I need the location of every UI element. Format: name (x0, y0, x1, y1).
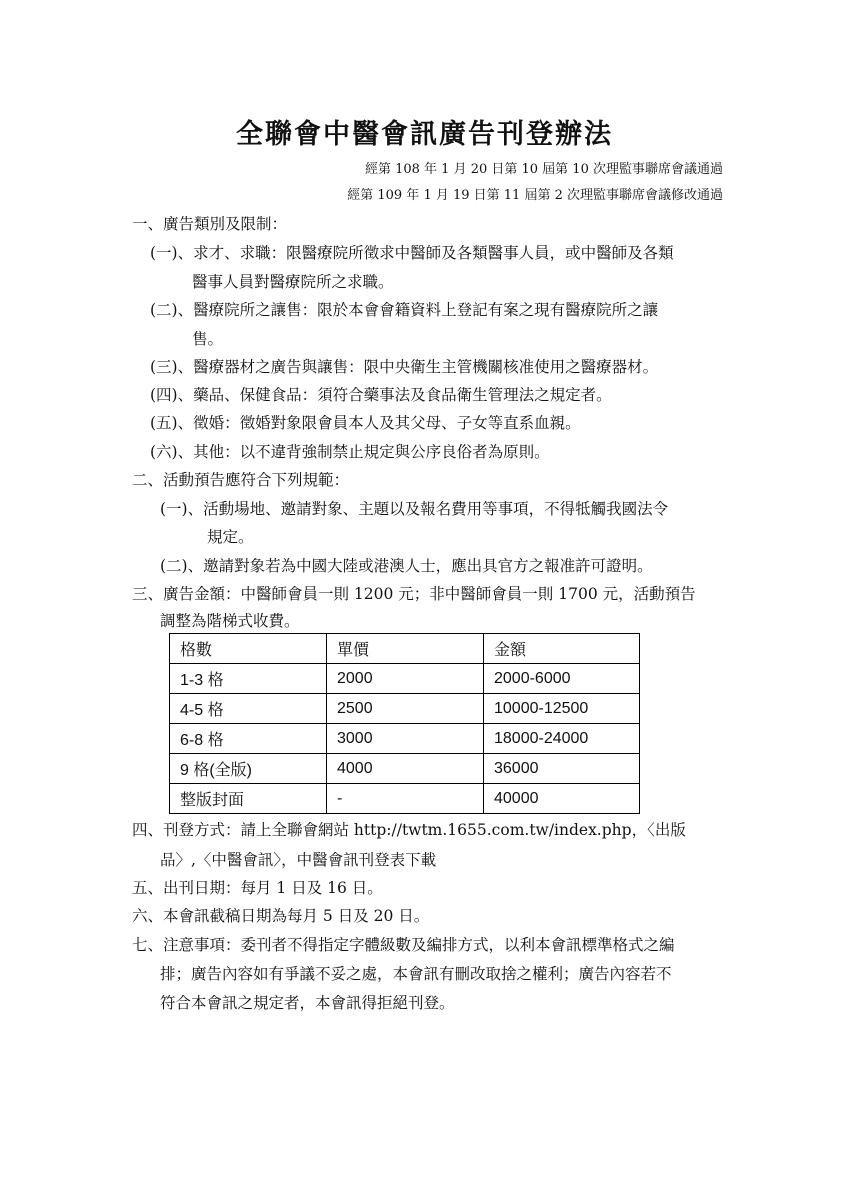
approval-note-1: 經第 108 年 1 月 20 日第 10 屆第 10 次理監事聯席會議通過 (364, 162, 723, 177)
section-1-item-6: (六)、其他：以不違背強制禁止規定與公序良俗者為原則。 (150, 443, 550, 461)
table-cell: 2000 (327, 664, 484, 694)
table-row (170, 694, 640, 724)
table-cell: 10000-12500 (484, 694, 640, 724)
table-cell: 40000 (484, 784, 640, 814)
section-2-item-2: (二)、邀請對象若為中國大陸或港澳人士，應出具官方之報准許可證明。 (160, 557, 653, 575)
table-cell: 1-3 格 (170, 664, 327, 694)
section-6: 六、本會訊截稿日期為每月 5 日及 20 日。 (132, 907, 430, 925)
table-cell: 整版封面 (170, 784, 327, 814)
table-row (170, 754, 640, 784)
section-1-item-2-cont: 售。 (192, 330, 224, 348)
table-header-row (170, 634, 640, 664)
section-3-line-1: 三、廣告金額：中醫師會員一則 1200 元；非中醫師會員一則 1700 元，活動預告 (132, 585, 696, 603)
section-2-item-1: (一)、活動場地、邀請對象、主題以及報名費用等事項，不得牴觸我國法令 (160, 500, 669, 518)
table-row (170, 724, 640, 754)
section-1-heading: 一、廣告類別及限制： (132, 215, 288, 233)
fee-table (169, 633, 640, 814)
header-cell: 金額 (484, 634, 640, 664)
section-1-item-4: (四)、藥品、保健食品：須符合藥事法及食品衛生管理法之規定者。 (150, 386, 612, 404)
table-cell: 4-5 格 (170, 694, 327, 724)
table-cell: 6-8 格 (170, 724, 327, 754)
approval-note-2: 經第 109 年 1 月 19 日第 11 屆第 2 次理監事聯席會議修改通過 (347, 188, 723, 203)
table-cell: 36000 (484, 754, 640, 784)
header-cell: 格數 (170, 634, 327, 664)
section-7-line-3: 符合本會訊之規定者，本會訊得拒絕刊登。 (160, 994, 455, 1012)
table-cell: 9 格(全版) (170, 754, 327, 784)
section-1-item-3: (三)、醫療器材之廣告與讓售：限中央衛生主管機關核准使用之醫療器材。 (150, 358, 659, 376)
header-cell: 單價 (327, 634, 484, 664)
section-1-item-2: (二)、醫療院所之讓售：限於本會會籍資料上登記有案之現有醫療院所之讓 (150, 301, 659, 319)
table-cell: 18000-24000 (484, 724, 640, 754)
section-4-line-2: 品〉,〈中醫會訊〉，中醫會訊刊登表下載 (160, 851, 437, 869)
table-cell: 2000-6000 (484, 664, 640, 694)
table-cell: 3000 (327, 724, 484, 754)
table-row (170, 664, 640, 694)
section-5: 五、出刊日期：每月 1 日及 16 日。 (132, 879, 383, 897)
section-7-line-1: 七、注意事項：委刊者不得指定字體級數及編排方式，以利本會訊標準格式之編 (132, 936, 675, 954)
section-1-item-1-cont: 醫事人員對醫療院所之求職。 (192, 273, 394, 291)
table-row (170, 784, 640, 814)
section-1-item-5: (五)、徵婚：徵婚對象限會員本人及其父母、子女等直系血親。 (150, 414, 581, 432)
section-2-item-1-cont: 規定。 (207, 528, 254, 546)
section-7-line-2: 排；廣告內容如有爭議不妥之處，本會訊有刪改取捨之權利；廣告內容若不 (160, 965, 672, 983)
section-1-item-1: (一)、求才、求職：限醫療院所徵求中醫師及各類醫事人員，或中醫師及各類 (150, 244, 674, 262)
section-4-line-1: 四、刊登方式：請上全聯會網站 http://twtm.1655.com.tw/index.php，〈出版 (132, 821, 686, 839)
table-cell: 4000 (327, 754, 484, 784)
section-3-line-2: 調整為階梯式收費。 (160, 612, 300, 630)
section-2-heading: 二、活動預告應符合下列規範： (132, 471, 350, 489)
table-cell: 2500 (327, 694, 484, 724)
page-title: 全聯會中醫會訊廣告刊登辦法 (236, 119, 613, 150)
table-cell: - (327, 784, 484, 814)
